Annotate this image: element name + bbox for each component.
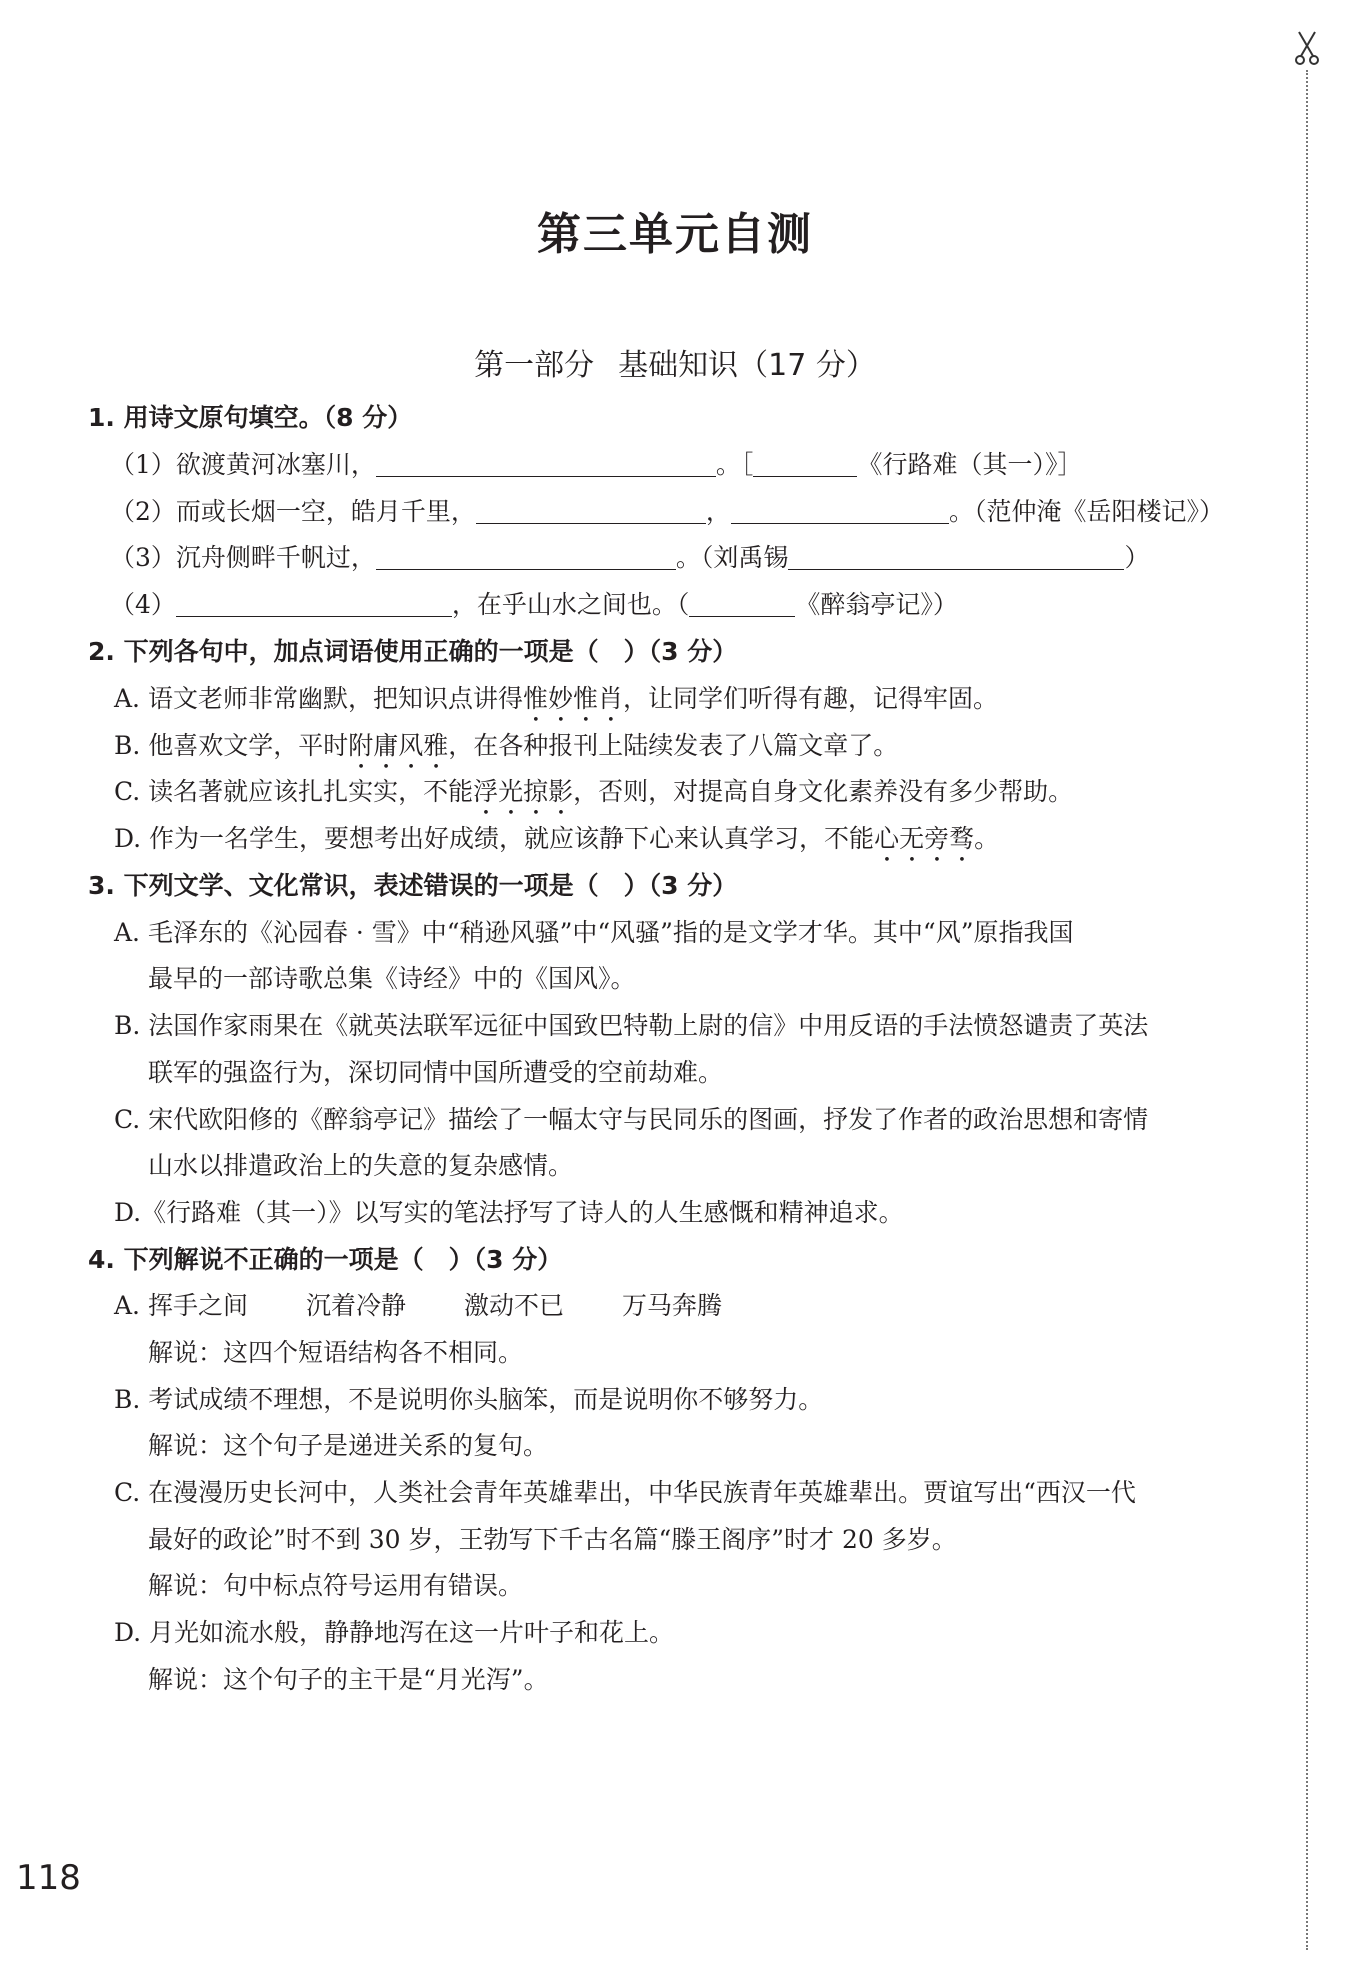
question-4-option-b: B. 考试成绩不理想，不是说明你头脑笨，而是说明你不够努力。 — [114, 1385, 824, 1414]
question-2-option-a: A. 语文老师非常幽默，把知识点讲得惟妙惟肖，让同学们听得有趣，记得牢固。 — [114, 684, 998, 713]
section-name: 第一部分 — [474, 348, 595, 383]
answer-blank[interactable] — [176, 590, 452, 617]
question-2-option-b: B. 他喜欢文学，平时附庸风雅，在各种报刊上陆续发表了八篇文章了。 — [114, 731, 899, 760]
answer-blank[interactable] — [753, 450, 857, 477]
question-3-stem: 3. 下列文学、文化常识，表述错误的一项是（ ）（3 分） — [88, 871, 738, 900]
answer-blank[interactable] — [731, 497, 949, 524]
question-3-option-c-line-2: 山水以排遣政治上的失意的复杂感情。 — [148, 1151, 574, 1180]
question-2-option-d: D. 作为一名学生，要想考出好成绩，就应该静下心来认真学习，不能心无旁骛。 — [114, 824, 1000, 853]
question-4-option-b-note: 解说：这个句子是递进关系的复句。 — [148, 1431, 549, 1460]
page-number: 118 — [16, 1858, 81, 1898]
question-4-option-c-line-1: C. 在漫漫历史长河中，人类社会青年英雄辈出，中华民族青年英雄辈出。贾谊写出“西汉一代 — [114, 1478, 1136, 1507]
question-1-stem: 1. 用诗文原句填空。（8 分） — [88, 403, 413, 432]
question-4-option-a: A. 挥手之间 沉着冷静 激动不已 万马奔腾 — [114, 1291, 723, 1320]
scissors-icon — [1293, 30, 1321, 66]
question-1-line-3: （3）沉舟侧畔千帆过， 。（刘禹锡 ） — [110, 543, 1150, 572]
dotted-term: 浮光掠影 — [473, 777, 574, 806]
question-4-option-d-note: 解说：这个句子的主干是“月光泻”。 — [148, 1665, 549, 1694]
section-title: 基础知识（17 分） — [618, 348, 876, 383]
dotted-term: 附庸风雅 — [348, 731, 449, 760]
question-2-option-c: C. 读名著就应该扎扎实实，不能浮光掠影，否则，对提高自身文化素养没有多少帮助。 — [114, 777, 1074, 806]
question-4-stem: 4. 下列解说不正确的一项是（ ）（3 分） — [88, 1245, 563, 1274]
question-4-option-d: D. 月光如流水般，静静地泻在这一片叶子和花上。 — [114, 1618, 675, 1647]
question-3-option-b-line-1: B. 法国作家雨果在《就英法联军远征中国致巴特勒上尉的信》中用反语的手法愤怒谴责了英法 — [114, 1011, 1149, 1040]
dotted-term: 心无旁骛 — [874, 824, 975, 853]
question-3-option-d: D.《行路难（其一）》以写实的笔法抒写了诗人的人生感慨和精神追求。 — [114, 1198, 904, 1227]
question-1-line-2: （2）而或长烟一空，皓月千里， ， 。（范仲淹《岳阳楼记》） — [110, 497, 1224, 526]
question-4-option-c-note: 解说：句中标点符号运用有错误。 — [148, 1571, 524, 1600]
answer-blank[interactable] — [689, 590, 795, 617]
answer-blank[interactable] — [476, 497, 706, 524]
question-1-line-1: （1）欲渡黄河冰塞川， 。［ 《行路难（其一）》］ — [110, 450, 1083, 479]
dotted-term: 惟妙惟肖 — [522, 684, 623, 713]
question-3-option-c-line-1: C. 宋代欧阳修的《醉翁亭记》描绘了一幅太守与民同乐的图画，抒发了作者的政治思想和寄情 — [114, 1105, 1149, 1134]
section-heading — [0, 340, 1350, 384]
question-3-option-a-line-2: 最早的一部诗歌总集《诗经》中的《国风》。 — [148, 964, 636, 993]
question-4-option-c-line-2: 最好的政论”时不到 30 岁，王勃写下千古名篇“滕王阁序”时才 20 多岁。 — [148, 1525, 957, 1554]
question-4-option-a-note: 解说：这四个短语结构各不相同。 — [148, 1338, 524, 1367]
question-1-line-4: （4） ，在乎山水之间也。（ 《醉翁亭记》） — [110, 590, 958, 619]
question-3-option-b-line-2: 联军的强盗行为，深切同情中国所遭受的空前劫难。 — [148, 1058, 724, 1087]
answer-blank[interactable] — [376, 543, 676, 570]
question-3-option-a-line-1: A. 毛泽东的《沁园春 · 雪》中“稍逊风骚”中“风骚”指的是文学才华。其中“风”原指我国 — [114, 918, 1074, 947]
question-2-stem: 2. 下列各句中，加点词语使用正确的一项是（ ）（3 分） — [88, 637, 738, 666]
answer-blank[interactable] — [788, 543, 1124, 570]
answer-blank[interactable] — [376, 450, 716, 477]
page-title: 第三单元自测 — [537, 209, 813, 260]
